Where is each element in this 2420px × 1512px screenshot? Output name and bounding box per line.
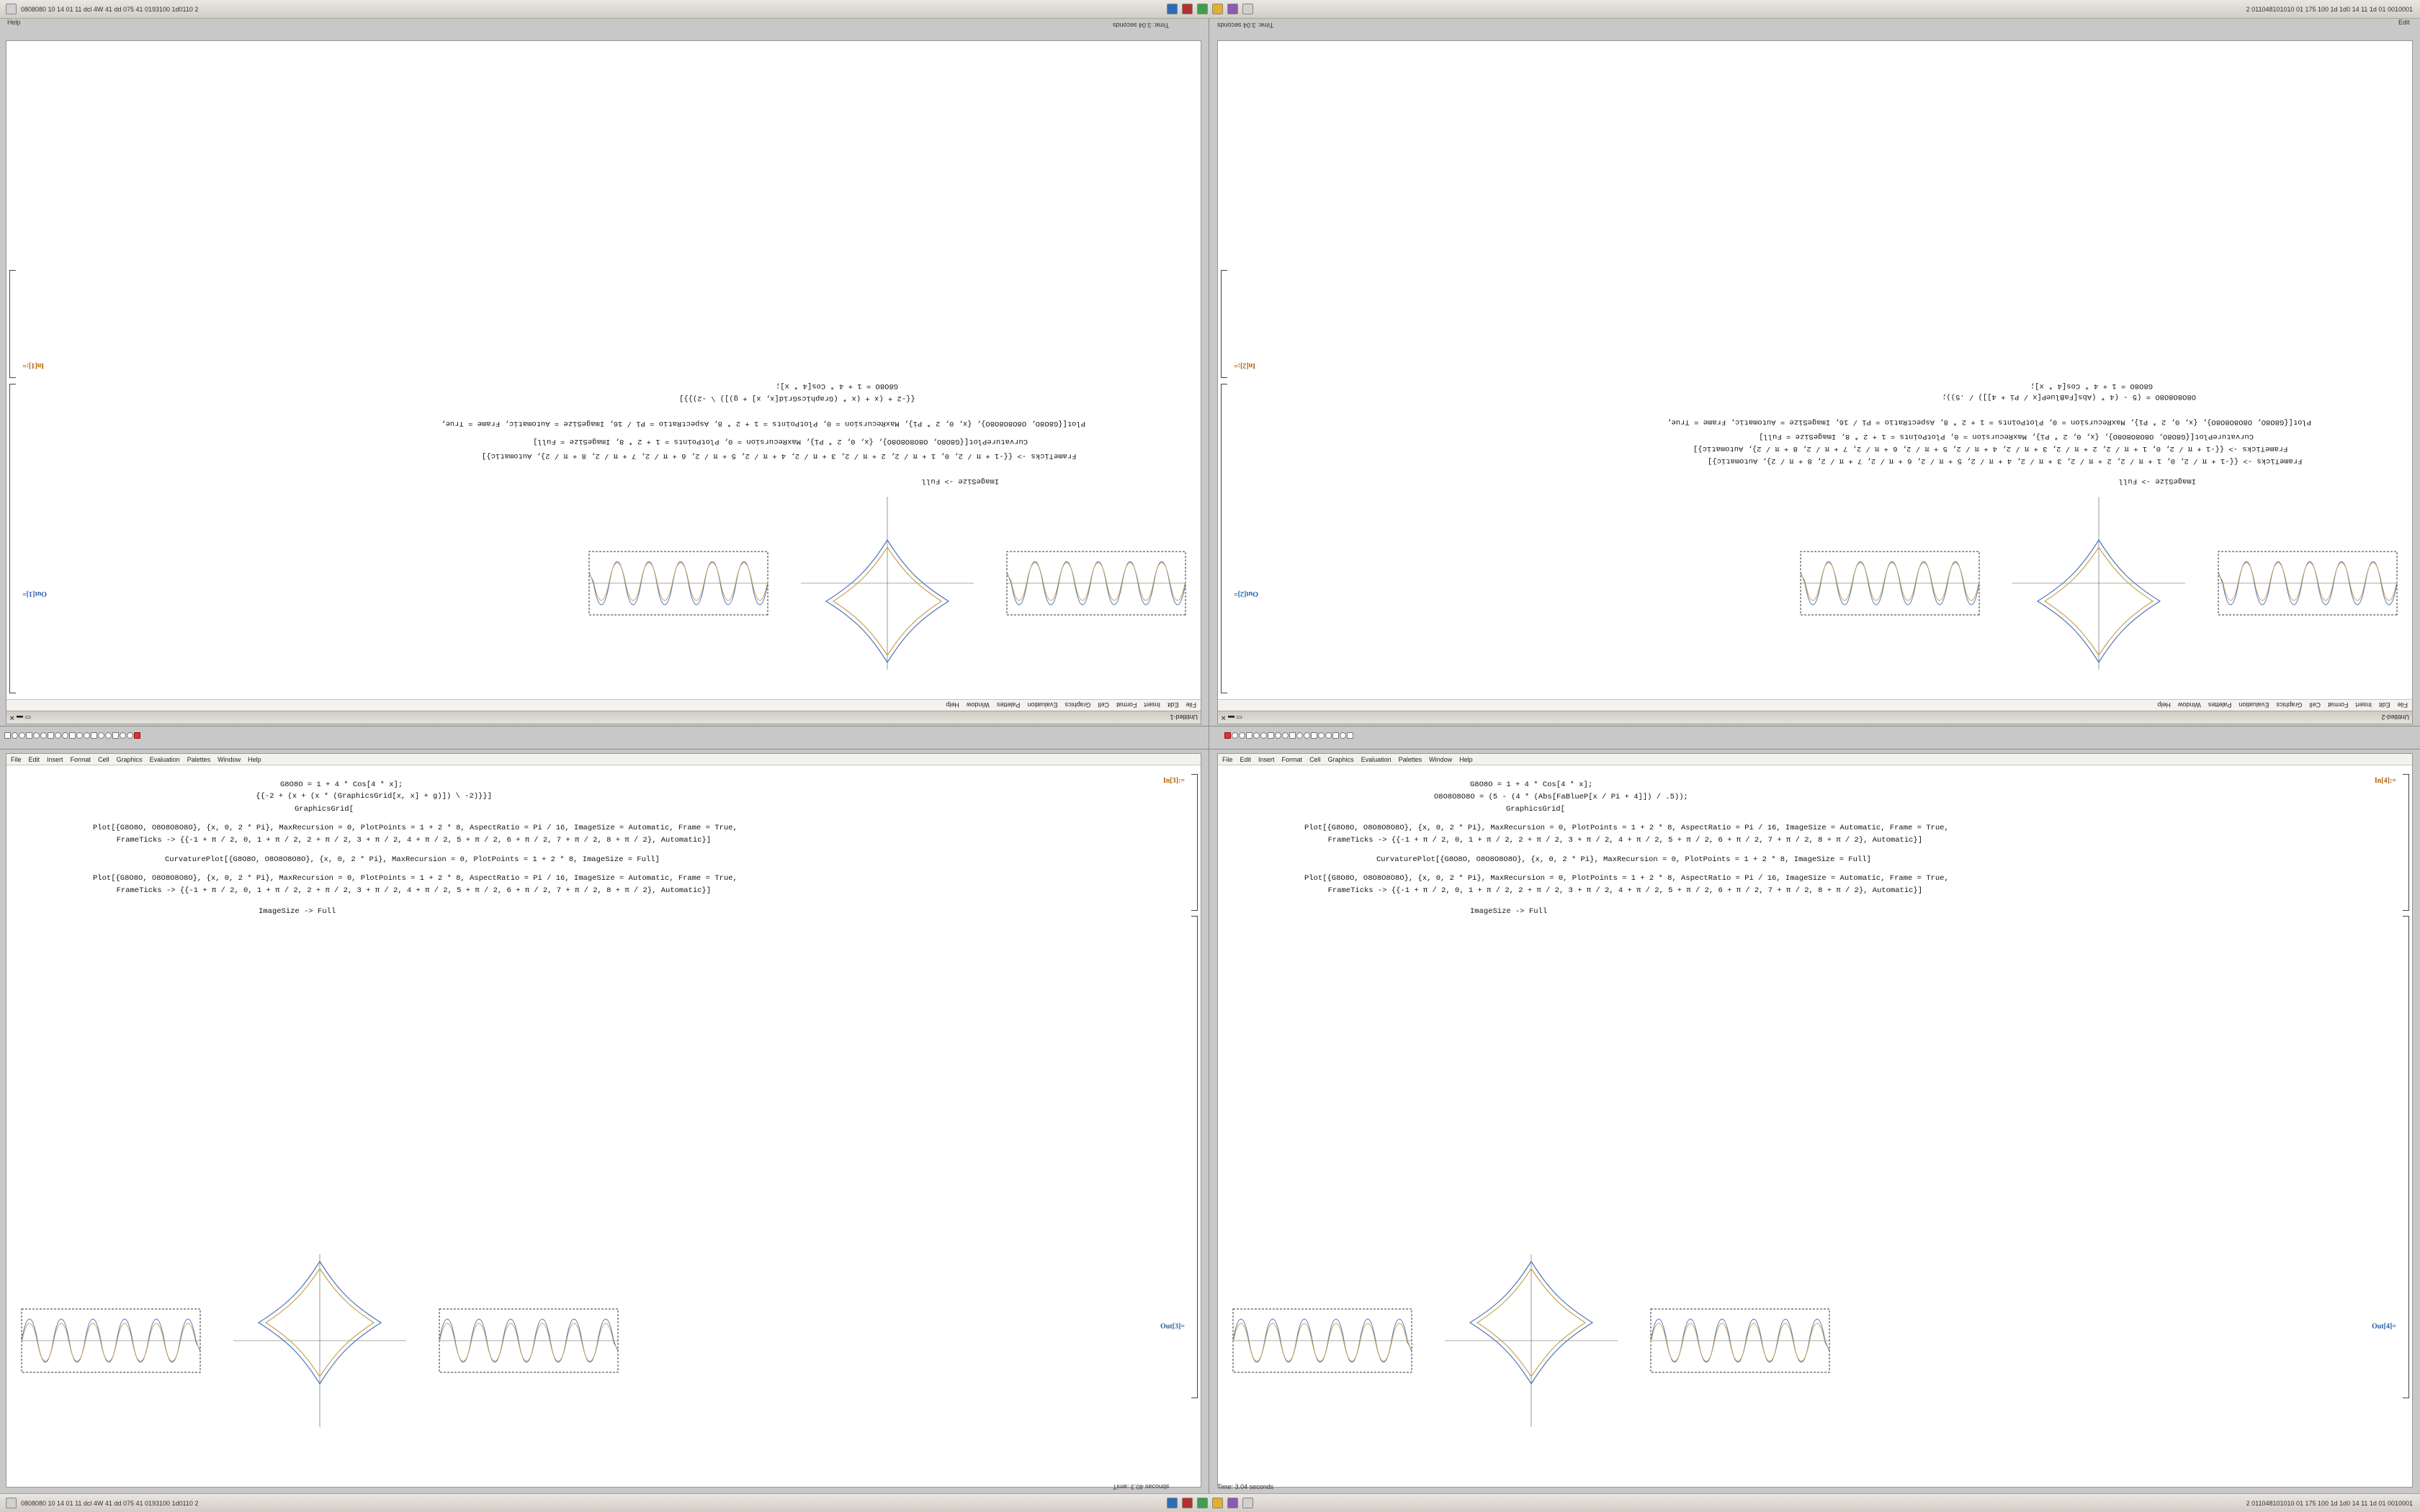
curvature-polar-plot xyxy=(797,493,977,673)
wave-plot-left xyxy=(1006,551,1186,616)
out-label-top-left: Out[1]= xyxy=(22,590,48,598)
menu-insert[interactable]: Insert xyxy=(2355,701,2372,709)
menu-format[interactable]: Format xyxy=(1116,701,1137,709)
code-line-6[interactable]: G8O8O = 1 + 4 * Cos[4 * x]; xyxy=(2030,382,2153,390)
close-icon[interactable] xyxy=(4,732,11,739)
band-divider-bottom xyxy=(0,749,2420,750)
media-icon[interactable] xyxy=(1227,4,1238,14)
graphics-grid-bottom-left xyxy=(21,1251,619,1431)
cell-bracket-output[interactable] xyxy=(2403,916,2409,1398)
menu-file[interactable]: File xyxy=(2397,701,2408,709)
dot-icon[interactable] xyxy=(1275,732,1281,739)
settings-icon[interactable] xyxy=(1242,1498,1253,1508)
code-line-4[interactable]: FrameTicks -> {{-1 + π / 2, 0, 1 + π / 2, 2 + π / 2, 3 + π / 2, 4 + π / 2, 5 + π / 2, 6 + π / 2, 7 + π / 2, 8 + π / 2}, Automatic}] xyxy=(1319,836,1923,845)
code-line-0[interactable]: G8O8O = 1 + 4 * Cos[4 * x]; xyxy=(1470,780,1593,789)
square-icon[interactable] xyxy=(1289,732,1296,739)
os-bottom-left-text: 0808080 10 14 01 11 dcl 4W 41 dd 075 41 0193100 1d0110 2 xyxy=(21,1499,199,1507)
square-icon[interactable] xyxy=(69,732,76,739)
window-top-left[interactable] xyxy=(6,40,1201,724)
dot-icon[interactable] xyxy=(55,732,61,739)
menu-format[interactable]: Format xyxy=(70,755,91,763)
graphics-grid-bottom-right xyxy=(1232,1251,1830,1431)
square-icon[interactable] xyxy=(48,732,54,739)
menu-insert[interactable]: Insert xyxy=(1144,701,1160,709)
menu-help[interactable]: Help xyxy=(946,701,959,709)
terminal-icon[interactable] xyxy=(1197,4,1208,14)
os-top-right-text: 2 011048101010 01 175 100 1d 1d0 14 11 1d 01 0010001 xyxy=(2246,5,2413,13)
square-icon[interactable] xyxy=(1246,732,1252,739)
wave-plot-right xyxy=(439,1308,619,1373)
menu-graphics[interactable]: Graphics xyxy=(116,755,143,763)
icon-strip-right[interactable] xyxy=(1224,730,2406,741)
time-status-bottom-right: Time: 3.04 seconds xyxy=(1217,1483,1274,1490)
code-line-2[interactable]: CurvaturePlot[{G8O8O, O8O8O8O8O}, {x, 0, 2 * Pi}, MaxRecursion = 0, PlotPoints = 1 + 2 * 8, ImageSize = Full] xyxy=(533,437,1028,446)
menu-window[interactable]: Window xyxy=(966,701,990,709)
app-menu-icon[interactable] xyxy=(6,4,17,14)
out-label-top-right: Out[2]= xyxy=(1234,590,1259,598)
menu-cell[interactable]: Cell xyxy=(2309,701,2321,709)
code-line-3[interactable]: CurvaturePlot[{G8O8O, O8O8O8O8O}, {x, 0, 2 * Pi}, MaxRecursion = 0, PlotPoints = 1 + 2 * 8, ImageSize = Full] xyxy=(1759,432,2254,441)
in-label-top-left: In[1]:= xyxy=(22,361,45,369)
wave-plot-right xyxy=(1800,551,1980,616)
cell-bracket-output[interactable] xyxy=(9,384,16,693)
dot-icon[interactable] xyxy=(105,732,112,739)
dot-icon[interactable] xyxy=(19,732,25,739)
time-status-bottom-left: sbnoɔǝs 40.3 :ǝmiT xyxy=(1113,1483,1170,1490)
os-top-bar xyxy=(0,0,2420,19)
menubar-top-right[interactable] xyxy=(1218,699,2412,711)
menu-cell[interactable]: Cell xyxy=(98,755,109,763)
square-icon[interactable] xyxy=(112,732,119,739)
menu-palettes[interactable]: Palettes xyxy=(1398,755,1422,763)
square-icon[interactable] xyxy=(1332,732,1339,739)
window-icon[interactable] xyxy=(1167,1498,1178,1508)
dot-icon[interactable] xyxy=(1232,732,1238,739)
code-line-3[interactable]: Plot[{G8O8O, O8O8O8O8O}, {x, 0, 2 * Pi}, MaxRecursion = 0, PlotPoints = 1 + 2 * 8, AspectRatio = Pi / 16, ImageSize = Automatic, Frame = True, xyxy=(93,824,738,832)
square-icon[interactable] xyxy=(91,732,97,739)
code-line-5[interactable]: O8O8O8O8O = (5 - (4 * (Abs[FaBlueP[x / Pi + 4]]) / .5)); xyxy=(1942,392,2196,401)
code-line-0[interactable]: ImageSize -> Full xyxy=(921,477,999,485)
code-line-6[interactable]: Plot[{G8O8O, O8O8O8O8O}, {x, 0, 2 * Pi}, MaxRecursion = 0, PlotPoints = 1 + 2 * 8, AspectRatio = Pi / 16, ImageSize = Automatic, Frame = True, xyxy=(93,874,738,883)
menu-edit[interactable]: Edit xyxy=(1167,701,1179,709)
menu-format[interactable]: Format xyxy=(2327,701,2349,709)
wave-plot-left xyxy=(21,1308,201,1373)
menubar-top-left[interactable] xyxy=(6,699,1201,711)
dot-icon[interactable] xyxy=(1318,732,1325,739)
code-line-0[interactable]: G8O8O = 1 + 4 * Cos[4 * x]; xyxy=(280,780,403,789)
titlebar-top-right[interactable] xyxy=(1218,711,2412,724)
folder-icon[interactable] xyxy=(1212,4,1223,14)
menu-help[interactable]: Help xyxy=(1459,755,1473,763)
menubar-bottom-left[interactable] xyxy=(6,754,1201,765)
curvature-polar-plot xyxy=(1441,1251,1621,1431)
dot-icon[interactable] xyxy=(1325,732,1332,739)
menu-window[interactable]: Window xyxy=(1429,755,1453,763)
code-line-2[interactable]: GraphicsGrid[ xyxy=(295,805,354,814)
dot-icon[interactable] xyxy=(120,732,126,739)
os-bottom-bar xyxy=(0,1493,2420,1512)
os-top-left-text: 0808080 10 14 01 11 dcl 4W 41 dd 075 41 0193100 1d0110 2 xyxy=(21,5,199,13)
curvature-polar-plot xyxy=(2009,493,2189,673)
code-line-5[interactable]: CurvaturePlot[{G8O8O, O8O8O8O8O}, {x, 0, 2 * Pi}, MaxRecursion = 0, PlotPoints = 1 + 2 * 8, ImageSize = Full] xyxy=(1376,855,1871,864)
dot-icon[interactable] xyxy=(76,732,83,739)
code-line-2[interactable]: FrameTicks -> {{-1 + π / 2, 0, 1 + π / 2, 2 + π / 2, 3 + π / 2, 4 + π / 2, 5 + π / 2, 6 + π / 2, 7 + π / 2, 8 + π / 2}, Automatic}] xyxy=(1693,444,2297,453)
media-icon[interactable] xyxy=(1227,1498,1238,1508)
code-line-7[interactable]: FrameTicks -> {{-1 + π / 2, 0, 1 + π / 2, 2 + π / 2, 3 + π / 2, 4 + π / 2, 5 + π / 2, 6 + π / 2, 7 + π / 2, 8 + π / 2}, Automatic}] xyxy=(1319,886,1923,895)
window-bottom-right[interactable] xyxy=(1217,753,2413,1488)
code-line-6[interactable]: Plot[{G8O8O, O8O8O8O8O}, {x, 0, 2 * Pi}, MaxRecursion = 0, PlotPoints = 1 + 2 * 8, AspectRatio = Pi / 16, ImageSize = Automatic, Frame = True, xyxy=(1304,874,1949,883)
menu-evaluation[interactable]: Evaluation xyxy=(2238,701,2269,709)
window-bottom-left[interactable] xyxy=(6,753,1201,1488)
cell-bracket-output[interactable] xyxy=(1191,916,1198,1398)
close-icon[interactable] xyxy=(1347,732,1353,739)
dot-icon[interactable] xyxy=(98,732,104,739)
code-line-8[interactable]: ImageSize -> Full xyxy=(1470,907,1548,916)
code-line-3[interactable]: Plot[{G8O8O, O8O8O8O8O}, {x, 0, 2 * Pi}, MaxRecursion = 0, PlotPoints = 1 + 2 * 8, AspectRatio = Pi / 16, ImageSize = Automatic, Frame = True, xyxy=(441,419,1085,428)
menu-evaluation[interactable]: Evaluation xyxy=(1027,701,1058,709)
dot-icon[interactable] xyxy=(1304,732,1310,739)
curvature-polar-plot xyxy=(230,1251,410,1431)
folder-icon[interactable] xyxy=(1212,1498,1223,1508)
menu-file[interactable]: File xyxy=(11,755,22,763)
code-line-0[interactable]: ImageSize -> Full xyxy=(2118,477,2196,485)
titlebar-top-left[interactable] xyxy=(6,711,1201,724)
menu-cell[interactable]: Cell xyxy=(1098,701,1109,709)
os-edit-label[interactable]: Edit xyxy=(2398,19,2410,26)
square-icon[interactable] xyxy=(1268,732,1274,739)
dot-icon[interactable] xyxy=(62,732,68,739)
cell-bracket-output[interactable] xyxy=(1221,384,1227,693)
code-line-4[interactable]: {{-2 + (x + (x * (GraphicsGrid[x, x] + g)]) \ -2)}}] xyxy=(679,394,920,402)
menu-palettes[interactable]: Palettes xyxy=(996,701,1021,709)
menu-file[interactable]: File xyxy=(1222,755,1233,763)
time-status-top-left: Time: 3.04 seconds xyxy=(1113,22,1170,29)
in-label-bottom-left: In[3]:= xyxy=(1162,777,1185,785)
os-bottom-right-text: 2 011048101010 01 175 100 1d 1d0 14 11 1d 01 0010001 xyxy=(2246,1499,2413,1507)
dot-icon[interactable] xyxy=(33,732,40,739)
wave-plot-right xyxy=(588,551,768,616)
wave-plot-left xyxy=(2218,551,2398,616)
menu-window[interactable]: Window xyxy=(218,755,241,763)
app-menu-icon[interactable] xyxy=(6,1498,17,1508)
settings-icon[interactable] xyxy=(1242,4,1253,14)
graphics-grid-top-left xyxy=(588,493,1186,673)
code-line-5[interactable]: CurvaturePlot[{G8O8O, O8O8O8O8O}, {x, 0, 2 * Pi}, MaxRecursion = 0, PlotPoints = 1 + 2 * 8, ImageSize = Full] xyxy=(165,855,660,864)
chart-icon[interactable] xyxy=(1182,4,1193,14)
terminal-icon[interactable] xyxy=(1197,1498,1208,1508)
out-label-bottom-right: Out[4]= xyxy=(2371,1323,2396,1331)
dot-icon[interactable] xyxy=(1239,732,1245,739)
menu-insert[interactable]: Insert xyxy=(1258,755,1275,763)
in-label-bottom-right: In[4]:= xyxy=(2374,777,2396,785)
menu-graphics[interactable]: Graphics xyxy=(2276,701,2303,709)
icon-strip-left[interactable] xyxy=(4,730,1186,741)
os-help-label[interactable]: Help xyxy=(7,19,21,26)
time-status-top-right: Time: 3.04 seconds xyxy=(1217,22,1274,29)
wave-plot-left xyxy=(1232,1308,1412,1373)
menu-evaluation[interactable]: Evaluation xyxy=(149,755,180,763)
cell-bracket-input[interactable] xyxy=(1221,270,1227,378)
code-line-1[interactable]: O8O8O8O8O = (5 - (4 * (Abs[FaBlueP[x / Pi + 4]]) / .5)); xyxy=(1434,793,1688,801)
menu-edit[interactable]: Edit xyxy=(1240,755,1252,763)
code-line-1[interactable]: FrameTicks -> {{-1 + π / 2, 0, 1 + π / 2, 2 + π / 2, 3 + π / 2, 4 + π / 2, 5 + π / 2, 6 + π / 2, 7 + π / 2, 8 + π / 2}, Automatic}] xyxy=(481,451,1085,460)
menu-window[interactable]: Window xyxy=(2177,701,2201,709)
dot-icon[interactable] xyxy=(40,732,47,739)
menu-palettes[interactable]: Palettes xyxy=(187,755,211,763)
cell-bracket-input[interactable] xyxy=(9,270,16,378)
window-title-top-right: Untitled-2 xyxy=(2381,714,2409,721)
menu-palettes[interactable]: Palettes xyxy=(2208,701,2232,709)
window-icon[interactable] xyxy=(1167,4,1178,14)
record-icon[interactable] xyxy=(134,732,140,739)
code-line-2[interactable]: GraphicsGrid[ xyxy=(1506,805,1565,814)
out-label-bottom-left: Out[3]= xyxy=(1160,1323,1185,1331)
menu-evaluation[interactable]: Evaluation xyxy=(1361,755,1392,763)
dot-icon[interactable] xyxy=(1253,732,1260,739)
code-line-1[interactable]: FrameTicks -> {{-1 + π / 2, 0, 1 + π / 2, 2 + π / 2, 3 + π / 2, 4 + π / 2, 5 + π / 2, 6 + π / 2, 7 + π / 2, 8 + π / 2}, Automatic}] xyxy=(1707,456,2311,465)
window-controls-top-left[interactable]: ▭ ▬ ✕ xyxy=(9,714,32,721)
dot-icon[interactable] xyxy=(127,732,133,739)
menubar-bottom-right[interactable] xyxy=(1218,754,2412,765)
dot-icon[interactable] xyxy=(1282,732,1289,739)
menu-edit[interactable]: Edit xyxy=(28,755,40,763)
menu-graphics[interactable]: Graphics xyxy=(1065,701,1091,709)
window-title-top-left: Untitled-1 xyxy=(1170,714,1198,721)
dot-icon[interactable] xyxy=(1296,732,1303,739)
square-icon[interactable] xyxy=(26,732,32,739)
dot-icon[interactable] xyxy=(1260,732,1267,739)
record-icon[interactable] xyxy=(1224,732,1231,739)
dot-icon[interactable] xyxy=(12,732,18,739)
wave-plot-right xyxy=(1650,1308,1830,1373)
menu-help[interactable]: Help xyxy=(2157,701,2171,709)
code-line-3[interactable]: Plot[{G8O8O, O8O8O8O8O}, {x, 0, 2 * Pi}, MaxRecursion = 0, PlotPoints = 1 + 2 * 8, AspectRatio = Pi / 16, ImageSize = Automatic, Frame = True, xyxy=(1304,824,1949,832)
square-icon[interactable] xyxy=(1311,732,1317,739)
code-line-5[interactable]: G8O8O = 1 + 4 * Cos[4 * x]; xyxy=(775,382,898,390)
code-line-8[interactable]: ImageSize -> Full xyxy=(259,907,336,916)
chart-icon[interactable] xyxy=(1182,1498,1193,1508)
menu-file[interactable]: File xyxy=(1186,701,1196,709)
cell-bracket-input[interactable] xyxy=(2403,774,2409,911)
window-top-right[interactable] xyxy=(1217,40,2413,724)
in-label-top-right: In[2]:= xyxy=(1234,361,1256,369)
dot-icon[interactable] xyxy=(84,732,90,739)
window-controls-top-right[interactable]: ▭ ▬ ✕ xyxy=(1221,714,1243,721)
code-line-7[interactable]: FrameTicks -> {{-1 + π / 2, 0, 1 + π / 2, 2 + π / 2, 3 + π / 2, 4 + π / 2, 5 + π / 2, 6 + π / 2, 7 + π / 2, 8 + π / 2}, Automatic}] xyxy=(107,886,712,895)
menu-edit[interactable]: Edit xyxy=(2378,701,2390,709)
menu-cell[interactable]: Cell xyxy=(1309,755,1321,763)
cell-bracket-input[interactable] xyxy=(1191,774,1198,911)
code-line-4[interactable]: FrameTicks -> {{-1 + π / 2, 0, 1 + π / 2, 2 + π / 2, 3 + π / 2, 4 + π / 2, 5 + π / 2, 6 + π / 2, 7 + π / 2, 8 + π / 2}, Automatic}] xyxy=(107,836,712,845)
menu-insert[interactable]: Insert xyxy=(47,755,63,763)
code-line-1[interactable]: {{-2 + (x + (x * (GraphicsGrid[x, x] + g)]) \ -2)}}] xyxy=(251,792,492,801)
menu-help[interactable]: Help xyxy=(248,755,261,763)
graphics-grid-top-right xyxy=(1800,493,2398,673)
menu-graphics[interactable]: Graphics xyxy=(1327,755,1354,763)
code-line-4[interactable]: Plot[{G8O8O, O8O8O8O8O}, {x, 0, 2 * Pi}, MaxRecursion = 0, PlotPoints = 1 + 2 * 8, AspectRatio = Pi / 16, ImageSize = Automatic, Frame = True, xyxy=(1667,418,2311,426)
dot-icon[interactable] xyxy=(1340,732,1346,739)
menu-format[interactable]: Format xyxy=(1281,755,1303,763)
